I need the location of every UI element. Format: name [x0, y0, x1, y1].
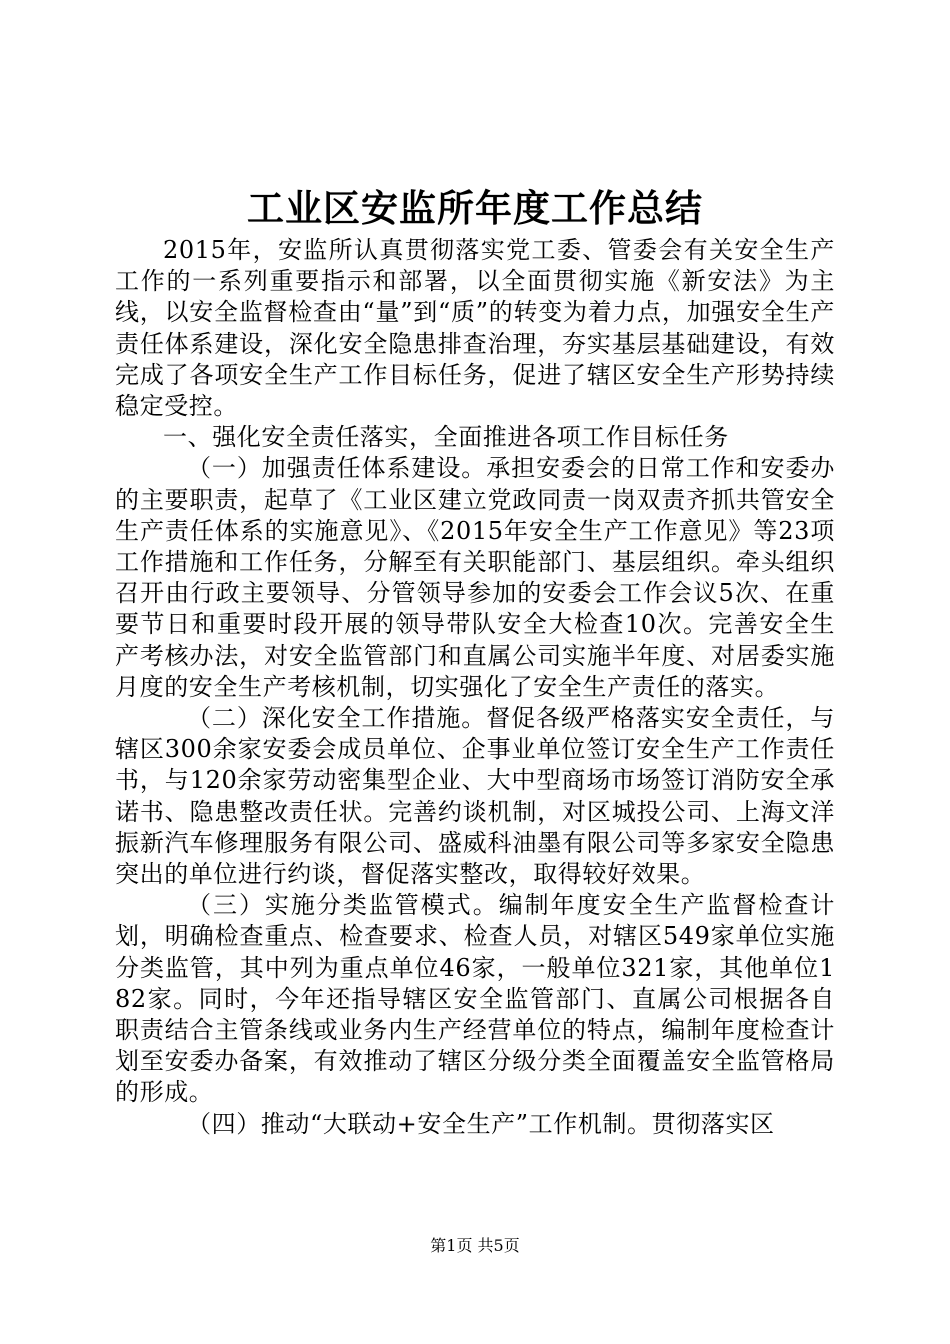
intro-paragraph: 2015年，安监所认真贯彻落实党工委、管委会有关安全生产工作的一系列重要指示和部署，以全面贯彻实施《新安法》为主线，以安全监督检查由“量”到“质”的转变为着力点，加强安全生产责任体系建设，深化安全隐患排查治理，夯实基层基础建设，有效完成了各项安全生产工作目标任务，促进了辖区安全生产形势持续稳定受控。 — [115, 236, 835, 421]
page-footer: 第1页 共5页 — [430, 1236, 520, 1255]
section-heading-1: 一、强化安全责任落实，全面推进各项工作目标任务 — [163, 423, 729, 452]
subsection-paragraph-4: （四）推动“大联动+安全生产”工作机制。贯彻落实区 — [187, 1109, 775, 1138]
subsection-paragraph-3: （三）实施分类监管模式。编制年度安全生产监督检查计划，明确检查重点、检查要求、检查人员，对辖区549家单位实施分类监管，其中列为重点单位46家，一般单位321家，其他单位182家。同时，今年还指导辖区安全监管部门、直属公司根据各自职责结合主管条线或业务内生产经营单位的特点，编制年度检查计划至安委办备案，有效推动了辖区分级分类全面覆盖安全监管格局的形成。 — [115, 891, 835, 1107]
document-body — [115, 235, 835, 1140]
document-title: 工业区安监所年度工作总结 — [247, 186, 703, 230]
subsection-paragraph-2: （二）深化安全工作措施。督促各级严格落实安全责任，与辖区300余家安委会成员单位、企事业单位签订安全生产工作责任书，与120余家劳动密集型企业、大中型商场市场签订消防安全承诺书、隐患整改责任状。完善约谈机制，对区城投公司、上海文洋振新汽车修理服务有限公司、盛威科油墨有限公司等多家安全隐患突出的单位进行约谈，督促落实整改，取得较好效果。 — [115, 704, 835, 889]
subsection-paragraph-1: （一）加强责任体系建设。承担安委会的日常工作和安委办的主要职责，起草了《工业区建立党政同责一岗双责齐抓共管安全生产责任体系的实施意见》、《2015年安全生产工作意见》等23项工作措施和工作任务，分解至有关职能部门、基层组织。牵头组织召开由行政主要领导、分管领导参加的安委会工作会议5次、在重要节日和重要时段开展的领导带队安全大检查10次。完善安全生产考核办法，对安全监管部门和直属公司实施半年度、对居委实施月度的安全生产考核机制，切实强化了安全生产责任的落实。 — [115, 454, 835, 701]
